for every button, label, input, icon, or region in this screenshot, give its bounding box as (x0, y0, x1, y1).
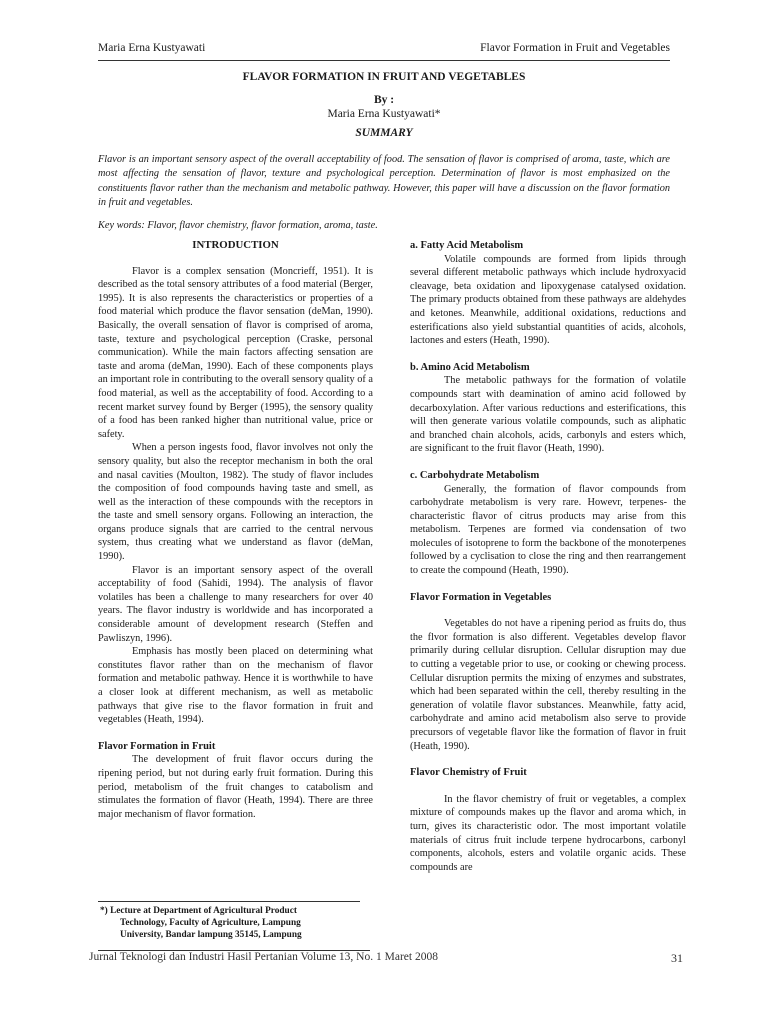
amino-acid-heading: b. Amino Acid Metabolism (410, 361, 530, 373)
paragraph: Flavor is a complex sensation (Moncrieff, 1951). It is described as the total sensory attributes of a food material (Berger, 1995). It is also represents the characteristics or properties of a food material which produce the flavor sensation (deMan, 1990). Basically, the overall sensation of flavor is comprised of aroma, taste, texture and psychological perception (Craske, personal communication). While the main factors affecting sensation are taste and aroma (deMan, 1990). Each of these components plays an important role in contributing to the overall sensory quality of a food material, as well as the acceptability of food. According to a recent market survey found by Berger (1995), the sensory quality of a food has been ranked higher than nutritional value, price or safety. (98, 265, 373, 440)
running-header-title: Flavor Formation in Fruit and Vegetables (480, 42, 670, 54)
summary-heading: SUMMARY (355, 127, 413, 139)
paper-title: FLAVOR FORMATION IN FRUIT AND VEGETABLES (242, 71, 526, 83)
carbohydrate-heading: c. Carbohydrate Metabolism (410, 469, 540, 481)
paragraph: When a person ingests food, flavor involves not only the sensory quality, but also the receptor mechanism in both the oral and nasal cavities (Moulton, 1982). The study of flavor includes the composition of food compounds having taste and smell, as well as the interaction of these compounds with the receptors in the taste and smell sensory organs. Following an interaction, the organs produce signals that are carried to the central nervous system, thus creating what we understand as flavor (deMan, 1990). (98, 442, 373, 563)
fruit-section-heading: Flavor Formation in Fruit (98, 740, 216, 752)
vegetables-section-heading: Flavor Formation in Vegetables (410, 591, 552, 603)
footnote-rule (98, 901, 360, 902)
paragraph: Generally, the formation of flavor compounds from carbohydrate metabolism is very rare. Howevr, terpenes- the characteristic flavor of citrus products may arise from this metabolism. Terpenes are formed via condensation of two molecules of isotoprene to form the backbone of the monoterpenes followed by a cyclisation to close the ring and then rearrangement to create the compound (Heath, 1990). (410, 483, 686, 577)
footnote-line: University, Bandar lampung 35145, Lampung (120, 930, 302, 941)
paragraph: In the flavor chemistry of fruit or vegetables, a complex mixture of compounds makes up the flavor and aroma which, in turn, gives its characteristic odor. The most important volatile materials of citrus fruit include terpene hydrocarbons, carbonyl components, alcohols, esters and volatile organic acids. These compounds are (410, 793, 686, 873)
paragraph: Vegetables do not have a ripening period as fruits do, thus the flvor formation is also different. Vegetables develop flavor primarily during cellular disruption. Cellular disruption may due to cutting a vegetable prior to use, or cooking or chewing process. Cellular disruption permits the mixing of enzymes and substrates, which had been separated within the cell, thereby resulting in the generation of volatile flavor substances. Meanwhile, fatty acid, carbohydrate and amino acid metabolism also serve to provide precursors of vegetable flavor like the formation of flavor in fruit (Heath, 1990). (410, 618, 686, 752)
introduction-heading: INTRODUCTION (192, 239, 279, 251)
author-name: Maria Erna Kustyawati* (327, 108, 441, 120)
page-number: 31 (671, 951, 683, 965)
left-column (98, 239, 373, 821)
header-rule (98, 60, 670, 61)
by-line: By : (373, 94, 395, 106)
keywords: Key words: Flavor, flavor chemistry, flavor formation, aroma, taste. (98, 220, 378, 231)
paragraph: The metabolic pathways for the formation of volatile compounds start with deamination of amino acid followed by decarboxylation. After various reductions and esterifications, this will then generate various volatile compounds, such as aliphatic and branched chain alcohols, acids, carbonyls and esters which, are significant to the fruit flavor (Heath, 1990). (410, 375, 686, 455)
paragraph: Volatile compounds are formed from lipids through several different metabolic pathways which include hydroxyacid cleavage, beta oxidation and lipoxygenase catalysed oxidation. The primary products obtained from these pathways are aldehydes and ketones. Meanwhile, additional oxidations, reductions and esterifications also yield substantial quantities of acids, alcohols, lactones and esters (Heath, 1990). (410, 253, 686, 347)
author-footnote (100, 905, 365, 942)
flavor-chemistry-heading: Flavor Chemistry of Fruit (410, 767, 527, 779)
paragraph: Emphasis has mostly been placed on determining what constitutes flavor rather than on the mechanism of flavor formation and metabolic pathway. Hence it is worthwhile to have a closer look at different mechanism, as well as metabolic pathways that give rise to the flavor formation in fruit and vegetables (Heath, 1994). (98, 646, 373, 726)
abstract: Flavor is an important sensory aspect of the overall acceptability of food. The sensation of flavor is comprised of aroma, taste, which are most affecting the sensation of flavor, texture and psychological perception. Determination of flavor is most emphasized on the constituents flavor rather than the mechanism and metabolic pathway. However, this paper will have a discussion on the flavor formation in fruit and vegetables. (98, 154, 670, 208)
paragraph: The development of fruit flavor occurs during the ripening period, but not during early fruit formation. During this period, metabolism of the fruit changes to catabolism and stimulates the formation of flavor (Heath, 1994). There are three major mechanism of flavor formation. (98, 754, 373, 820)
running-header-author: Maria Erna Kustyawati (98, 42, 206, 54)
footnote-line: *) Lecture at Department of Agricultural Product (100, 906, 297, 916)
running-header (98, 42, 670, 58)
footnote-line: Technology, Faculty of Agriculture, Lampung (120, 918, 301, 929)
right-column (410, 239, 686, 874)
fatty-acid-heading: a. Fatty Acid Metabolism (410, 240, 524, 251)
paragraph: Flavor is an important sensory aspect of the overall acceptability of food (Sahidi, 1994). The analysis of flavor volatiles has been a challenge to many researchers for over 40 years. The flavor industry is worldwide and has incorporated a considerable amount of development research (Steffen and Pawliszyn, 1996). (98, 564, 373, 644)
journal-footer: Jurnal Teknologi dan Industri Hasil Pertanian Volume 13, No. 1 Maret 2008 (89, 951, 438, 963)
